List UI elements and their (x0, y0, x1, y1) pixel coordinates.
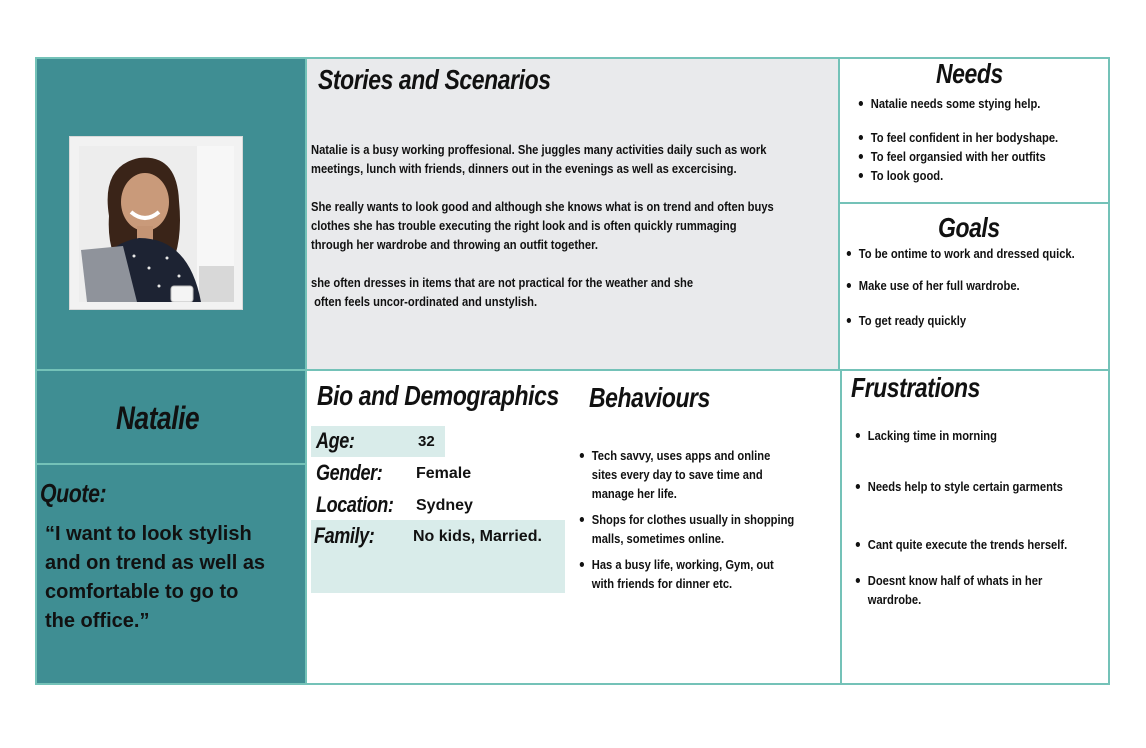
stories-line: through her wardrobe and throwing an outfit together. (311, 237, 598, 252)
behaviours-line: malls, sometimes online. (591, 531, 725, 546)
needs-title: Needs (936, 58, 1003, 89)
needs-item: To feel confident in her bodyshape. (857, 128, 1058, 147)
stories-line: often feels uncor-ordinated and unstylish. (311, 294, 538, 309)
needs-item: To look good. (857, 166, 1058, 185)
stories-text (311, 140, 774, 311)
frustrations-item (854, 535, 1067, 554)
needs-item: To feel organsied with her outfits (857, 147, 1058, 166)
stories-paragraph (311, 140, 774, 178)
behaviours-line: Has a busy life, working, Gym, out (591, 557, 774, 572)
behaviours-item (578, 555, 794, 593)
quote-line: the office.” (45, 610, 150, 632)
persona-photo-image (79, 146, 234, 302)
behaviours-line: manage her life. (591, 486, 677, 501)
persona-photo (69, 136, 243, 310)
bio-gender-label: Gender: (316, 460, 383, 485)
frustrations-line: Needs help to style certain garments (867, 479, 1063, 494)
woman-with-laptop-icon (79, 146, 234, 302)
goals-title: Goals (938, 212, 1000, 243)
goals-item: Make use of her full wardrobe. (845, 276, 1075, 295)
bio-title: Bio and Demographics (317, 380, 559, 411)
behaviours-line: sites every day to save time and (591, 467, 763, 482)
bio-family-value: No kids, Married. (413, 528, 542, 545)
bio-location-label: Location: (316, 492, 394, 517)
bio-age-label: Age: (316, 428, 355, 453)
bio-location-value: Sydney (416, 497, 473, 514)
behaviours-item (578, 510, 794, 548)
frustrations-item (854, 477, 1067, 496)
quote-label: Quote: (40, 478, 107, 508)
goals-list (845, 244, 1075, 330)
needs-item: Natalie needs some stying help. (857, 94, 1058, 113)
frustrations-list (854, 426, 1067, 609)
behaviours-line: Tech savvy, uses apps and online (591, 448, 771, 463)
goals-item: To get ready quickly (845, 311, 1075, 330)
stories-line: She really wants to look good and although she knows what is on trend and often buys (311, 199, 774, 214)
stories-line: Natalie is a busy working proffesional. She juggles many activities daily such as work (311, 142, 767, 157)
frustrations-item (854, 571, 1067, 609)
behaviours-title: Behaviours (589, 382, 710, 413)
stories-paragraph (311, 197, 774, 254)
frustrations-title: Frustrations (851, 372, 981, 403)
frustrations-line: Lacking time in morning (867, 428, 997, 443)
stories-title: Stories and Scenarios (318, 64, 551, 95)
bio-family-label: Family: (314, 523, 375, 548)
goals-item: To be ontime to work and dressed quick. (845, 244, 1075, 263)
stories-line: meetings, lunch with friends, dinners out in the evenings as well as excercising. (311, 161, 737, 176)
bio-gender-value: Female (416, 465, 472, 482)
quote-line: “I want to look stylish (45, 523, 252, 545)
quote-line: and on trend as well as (45, 552, 266, 574)
behaviours-line: Shops for clothes usually in shopping (591, 512, 795, 527)
frustrations-line: wardrobe. (867, 592, 922, 607)
behaviours-line: with friends for dinner etc. (591, 576, 733, 591)
frustrations-line: Cant quite execute the trends herself. (867, 537, 1068, 552)
stories-line: clothes she has trouble executing the right look and is often quickly rummaging (311, 218, 737, 233)
bio-age-value: 32 (418, 433, 435, 450)
frustrations-line: Doesnt know half of whats in her (867, 573, 1043, 588)
frustrations-item (854, 426, 1067, 445)
behaviours-list (578, 446, 794, 593)
quote-text (45, 520, 265, 636)
stories-paragraph (311, 273, 774, 311)
needs-list (857, 94, 1058, 185)
persona-name: Natalie (116, 400, 200, 436)
behaviours-item (578, 446, 794, 503)
stories-line: she often dresses in items that are not practical for the weather and she (311, 275, 694, 290)
quote-line: comfortable to go to (45, 581, 239, 603)
